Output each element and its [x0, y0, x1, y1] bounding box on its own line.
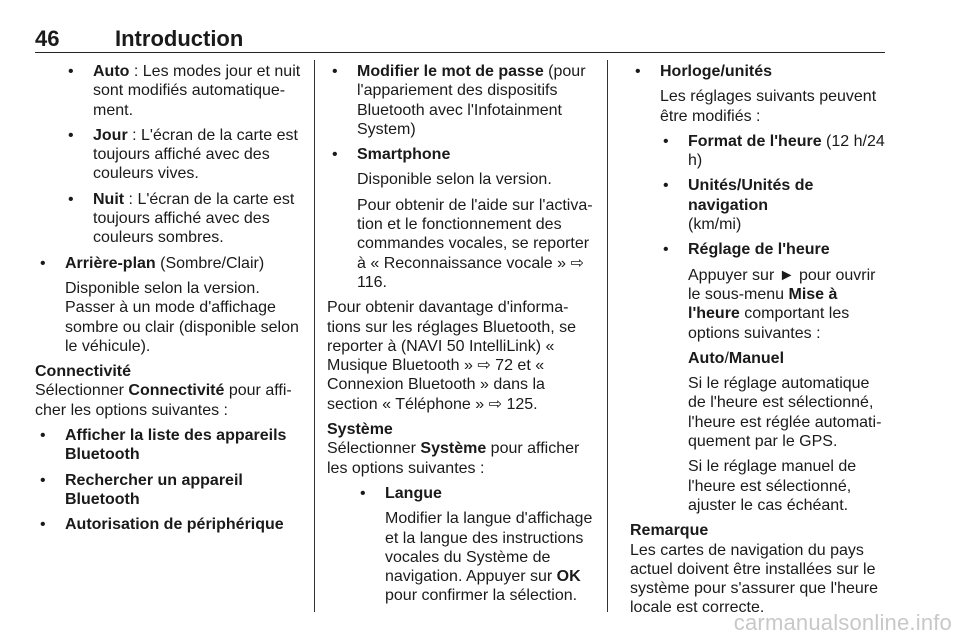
horloge-description: Les réglages suivants peuvent être modifiés :	[660, 88, 877, 125]
list-item-langue	[327, 484, 595, 606]
remarque-heading: Remarque	[630, 522, 709, 540]
list-item-format-heure	[630, 132, 890, 171]
langue-label: Langue	[385, 484, 442, 502]
auto-label: Auto	[93, 63, 130, 80]
connectivite-intro: Sélectionner Connectivité pour afficher les options suivantes :	[35, 382, 292, 419]
langue-description: Modifier la langue d'affichage et la langue des instructions vocales du Système de navigation. Appuyer sur OK pour confirmer la sélection.	[385, 510, 593, 605]
page-number: 46	[35, 26, 60, 51]
column-1	[35, 62, 303, 541]
horloge-label: Horloge/unités	[660, 63, 773, 80]
reglage-description: Appuyer sur ► pour ouvrir le sous-menu Mise à l'heure comportant les options suivantes :	[688, 266, 876, 342]
arriere-text: (Sombre/Clair)	[155, 254, 265, 272]
list-item-jour	[35, 126, 303, 184]
auto-text: : Les modes jour et nuit sont modifiés automatiquement.	[93, 63, 301, 119]
list-item-arriere-plan	[35, 254, 303, 356]
arriere-label: Arrière-plan	[65, 254, 156, 272]
column-2	[327, 62, 595, 612]
list-item-unites	[630, 176, 890, 234]
smartphone-label: Smartphone	[357, 146, 451, 164]
jour-text: : L'écran de la carte est toujours affiché avec des couleurs vives.	[93, 126, 298, 183]
smartphone-availability: Disponible selon la version.	[357, 171, 552, 189]
list-item-option-2: • Rechercher un appareil Bluetooth	[35, 471, 303, 510]
mdp-label: Modifier le mot de passe	[357, 63, 544, 80]
systeme-heading: Système	[327, 421, 393, 439]
list-item-option-3: • Autorisation de périphérique	[35, 515, 303, 534]
column-3	[630, 62, 890, 624]
unites-label: Unités/Unités de navigation	[688, 177, 814, 214]
jour-label: Jour	[93, 126, 128, 144]
list-item-option-1: • Afficher la liste des appareils Bluetooth	[35, 426, 303, 465]
header-rule	[35, 52, 885, 53]
column-divider-2	[607, 60, 608, 612]
format-text: (12 h/24 h)	[688, 132, 885, 170]
nuit-text: : L'écran de la carte est toujours affiché avec des couleurs sombres.	[93, 190, 295, 247]
connectivite-heading: Connectivité	[35, 363, 132, 381]
list-item-auto	[35, 62, 303, 120]
list-item-smartphone	[327, 145, 595, 292]
smartphone-help: Pour obtenir de l'aide sur l'activation et le fonctionnement des commandes vocales, se reporter à « Reconnaissance vocale » ⇨ 116.	[357, 196, 593, 291]
list-item-horloge	[630, 62, 890, 126]
list-item-reglage-heure	[630, 240, 890, 515]
auto-description: Si le réglage automatique de l'heure est sélectionné, l'heure est réglée automatiquement par le GPS.	[688, 375, 882, 451]
arriere-description: Disponible selon la version. Passer à un mode d'affichage sombre ou clair (disponible selon le véhicule).	[65, 279, 299, 355]
reglage-label: Réglage de l'heure	[688, 241, 830, 259]
page-title: Introduction	[115, 26, 244, 51]
auto-manuel-label: Auto/Manuel	[688, 349, 785, 367]
list-item-mot-de-passe	[327, 62, 595, 139]
remarque-text: Les cartes de navigation du pays actuel doivent être installées sur le système pour s'assurer que l'heure locale est correcte.	[630, 541, 879, 617]
bluetooth-info-paragraph: Pour obtenir davantage d'informations sur les réglages Bluetooth, se reporter à (NAVI 50 IntelliLink) « Musique Bluetooth » ⇨ 72 et « Connexion Bluetooth » dans la section « Téléphone » ⇨ 125.	[327, 299, 577, 413]
unites-text: (km/mi)	[688, 216, 742, 234]
nuit-label: Nuit	[93, 190, 125, 208]
list-item-nuit	[35, 190, 303, 248]
page-header	[35, 26, 885, 52]
format-label: Format de l'heure	[688, 132, 822, 150]
column-divider-1	[314, 60, 315, 612]
watermark: carmanualsonline.info	[733, 610, 952, 635]
systeme-intro: Sélectionner Système pour afficher les options suivantes :	[327, 440, 580, 477]
manuel-description: Si le réglage manuel de l'heure est sélectionné, ajuster le cas échéant.	[688, 458, 857, 514]
mdp-text: (pour l'appariement des dispositifs Bluetooth avec l'Infotainment System)	[357, 63, 586, 138]
